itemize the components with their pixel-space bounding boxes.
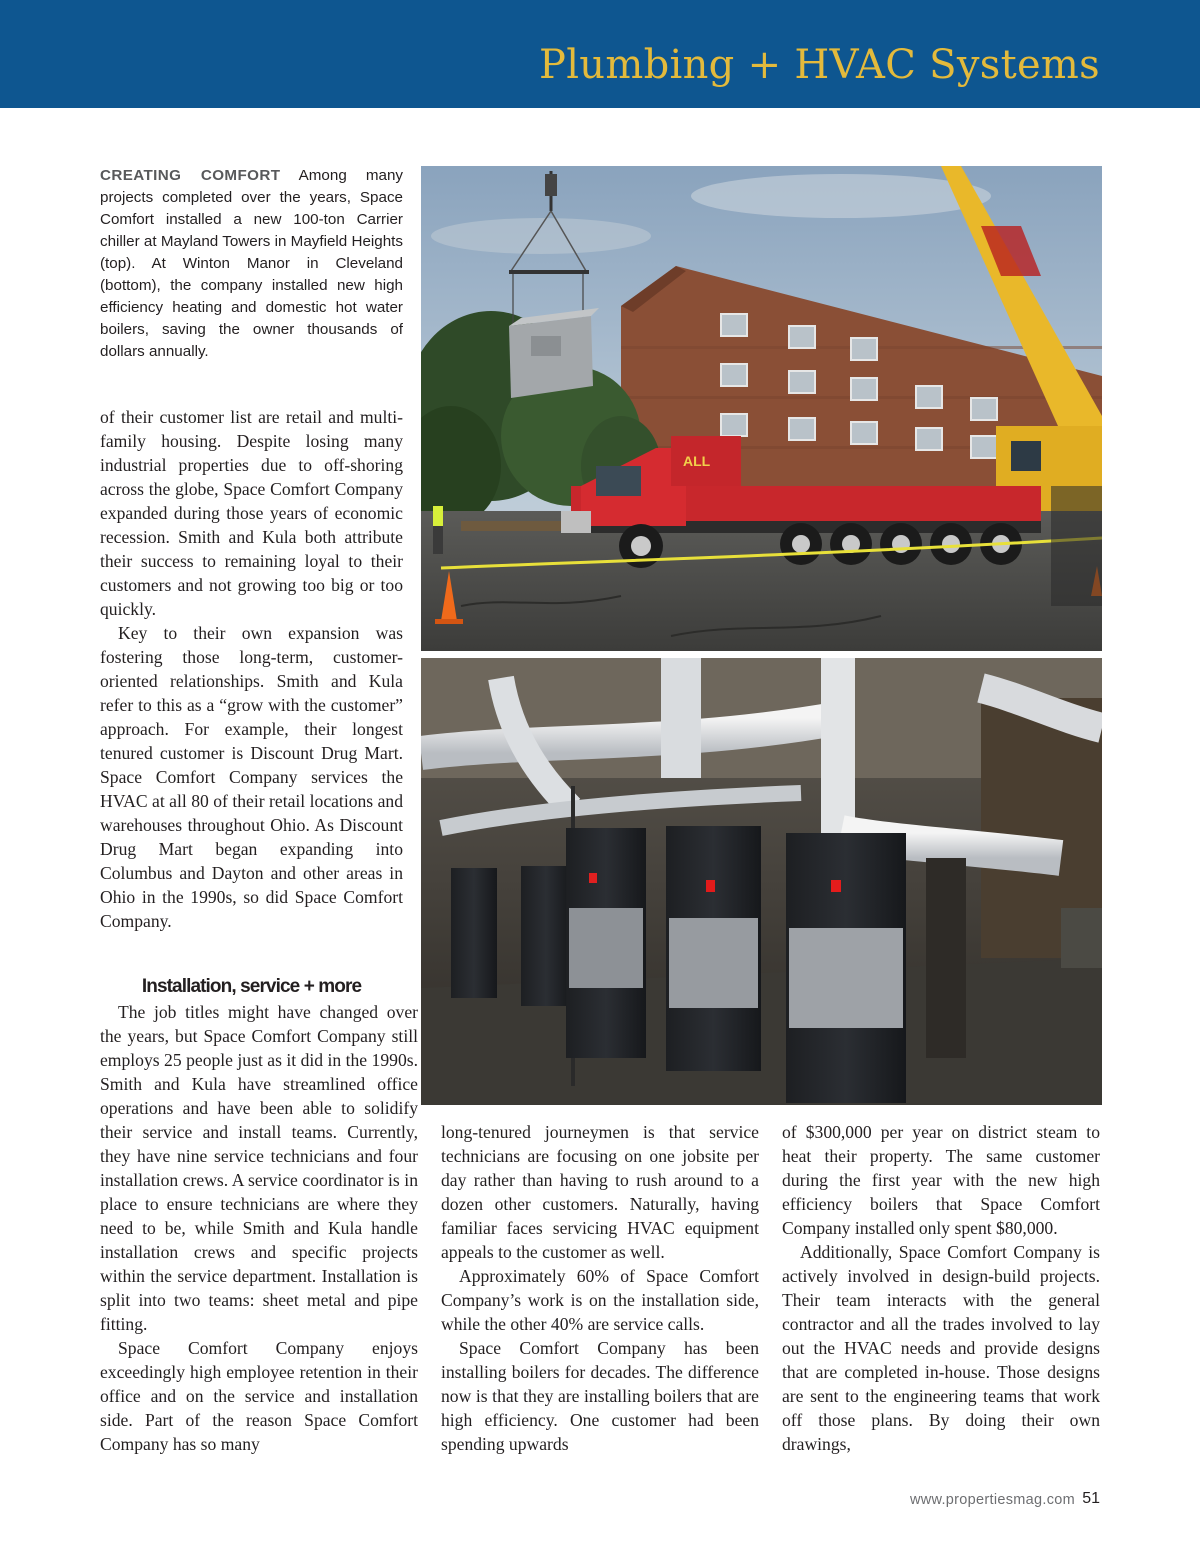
article-column-3 [782,1120,1100,1456]
caption-text: Among many projects completed over the years, Space Comfort installed a new 100-ton Carrier chiller at Mayland Towers in Mayfield Heights (top). At Winton Manor in Cleveland (bottom), the company installed new high efficiency heating and domestic hot water boilers, saving the owner thousands of dollars annually. [100,167,403,360]
article-paragraph: Space Comfort Company enjoys exceedingly high employee retention in their office and on the service and installation side. Part of the reason Space Comfort Company has so many [100,1338,418,1454]
photo-boiler-room [421,658,1102,1105]
svg-text:ALL: ALL [683,453,711,469]
header-band [0,0,1200,108]
caption-lead: CREATING COMFORT [100,167,281,184]
section-subhead: Installation, service + more [141,976,362,997]
article-paragraph: Key to their own expansion was fostering those long-term, customer-oriented relationships. Smith and Kula refer to this as a “grow with the customer” approach. For example, their longest tenured customer is Discount Drug Mart. Space Comfort Company services the HVAC at all 80 of their retail locations and warehouses throughout Ohio. As Discount Drug Mart began expanding into Columbus and Dayton and other areas in Ohio in the 1990s, so did Space Comfort Company. [100,623,403,931]
article-paragraph: Additionally, Space Comfort Company is actively involved in design-build projects. Their team interacts with the general contractor and all the trades involved to lay out the HVAC needs and provide designs that are completed in-house. Those designs are sent to the engineering teams that work off those plans. By doing their own drawings, [782,1242,1100,1454]
article-column-1-top [100,405,403,933]
section-title: Plumbing + HVAC Systems [538,42,1100,88]
article-paragraph: Approximately 60% of Space Comfort Company’s work is on the installation side, while the other 40% are service calls. [441,1266,759,1334]
page-number: 51 [1082,1490,1100,1507]
article-paragraph: The job titles might have changed over the years, but Space Comfort Company still employs 25 people just as it did in the 1990s. Smith and Kula have streamlined office operations and have been able to solidify their service and install teams. Currently, they have nine service technicians and four installation crews. A service coordinator is in place to ensure technicians are where they need to be, while Smith and Kula handle installation crews and specific projects within the service department. Installation is split into two teams: sheet metal and pipe fitting. [100,1002,418,1334]
photo-caption [100,165,403,363]
article-paragraph: long-tenured journeymen is that service technicians are focusing on one jobsite per day rather than having to rush around to a dozen other customers. Naturally, having familiar faces servicing HVAC equipment appeals to the customer as well. [441,1122,759,1262]
article-column-2 [441,1120,759,1456]
article-column-1-bottom [100,1000,418,1456]
article-paragraph: of their customer list are retail and multi-family housing. Despite losing many industrial properties due to off-shoring across the globe, Space Comfort Company expanded during those years of economic recession. Smith and Kula both attribute their success to remaining loyal to their customers and not growing too big or too quickly. [100,407,403,619]
photo-chiller-crane-lift [421,166,1102,651]
article-paragraph: of $300,000 per year on district steam to heat their property. The same customer during the first year with the new high efficiency boilers that Space Comfort Company installed only spent $80,000. [782,1122,1100,1238]
article-paragraph: Space Comfort Company has been installing boilers for decades. The difference now is that they are installing boilers that are high efficiency. One customer had been spending upwards [441,1338,759,1454]
footer-url[interactable]: www.propertiesmag.com [909,1492,1075,1508]
